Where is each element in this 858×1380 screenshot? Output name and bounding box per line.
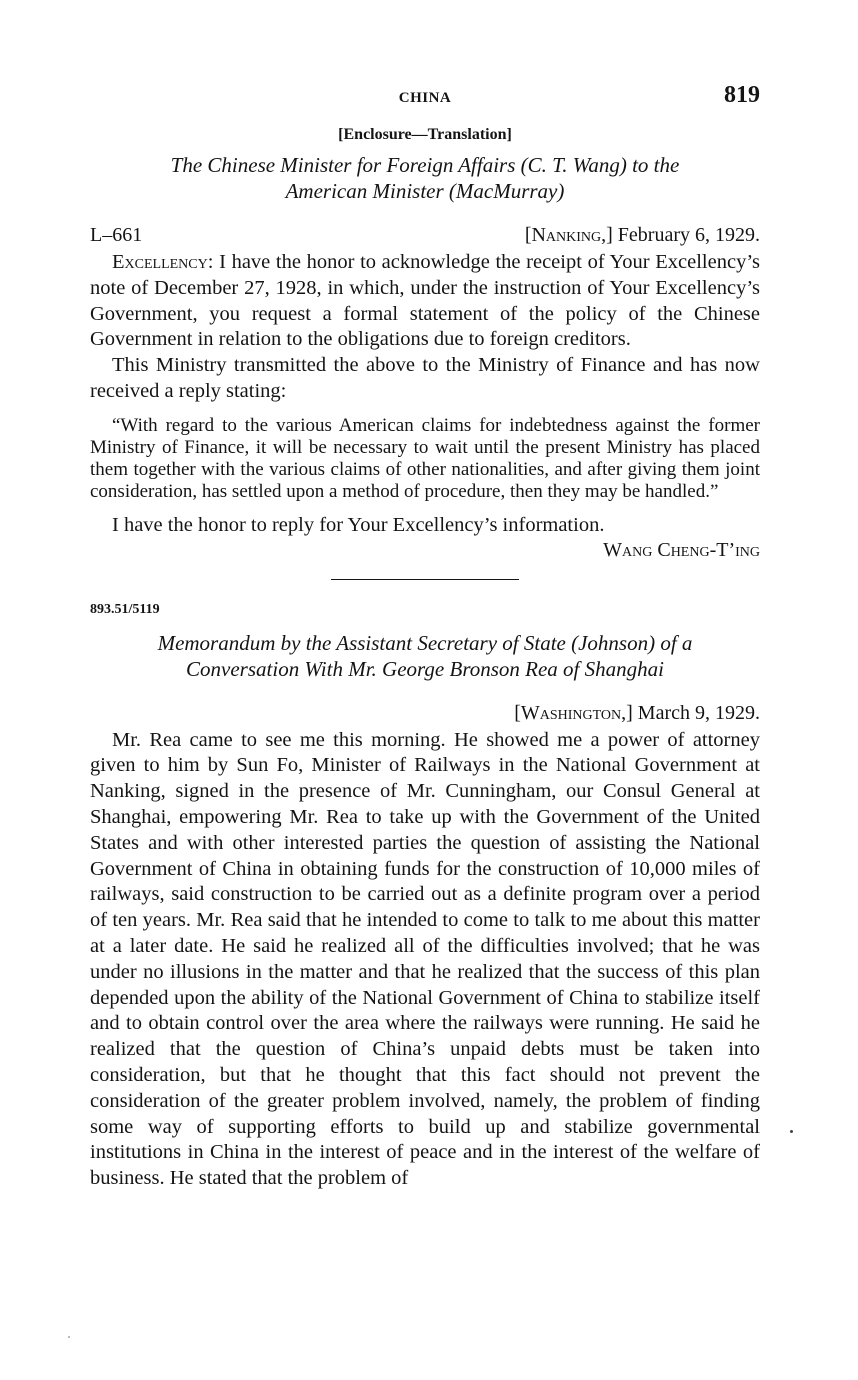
signature: Wang Cheng-T’ing <box>603 538 760 561</box>
enclosure-paragraph-1 <box>90 250 760 353</box>
memorandum-place: [Washington,] <box>514 701 633 724</box>
enclosure-date: February 6, 1929. <box>617 224 760 246</box>
enclosure-paragraph-3: I have the honor to reply for Your Excellency’s information. <box>112 513 605 536</box>
running-header <box>90 82 760 116</box>
file-number: 893.51/5119 <box>90 601 160 617</box>
margin-dot <box>790 1130 793 1133</box>
enclosure-title-line-1: The Chinese Minister for Foreign Affairs (C. T. Wang) to the <box>170 153 680 177</box>
ref-number: L–661 <box>90 224 143 246</box>
page-number: 819 <box>724 82 760 108</box>
document-page <box>90 82 760 1192</box>
memorandum-date: March 9, 1929. <box>637 701 760 724</box>
enclosure-place: [Nanking,] <box>524 224 613 246</box>
running-title: CHINA <box>398 90 452 106</box>
enclosure-title <box>90 152 760 204</box>
enclosure-paragraph-2: This Ministry transmitted the above to the Ministry of Finance and has now received a reply stating: <box>90 354 760 402</box>
enclosure-label: [Enclosure—Translation] <box>338 126 512 143</box>
memorandum-title <box>90 630 760 682</box>
enclosure-dateline <box>525 224 760 247</box>
enclosure-paragraph-1-text: I have the honor to acknowledge the receipt of Your Excellency’s note of December 27, 1928, in which, under the instruction of Your Excellency’s Government, you request a formal statement of the policy of the Chinese Government in relation to the obligations due to foreign creditors. <box>90 251 760 351</box>
enclosure-title-line-2: American Minister (MacMurray) <box>285 179 565 203</box>
enclosure-quote: “With regard to the various American claims for indebtedness against the former Ministry of Finance, it will be necessary to wait until the present Ministry has placed them together with the various claims of other nationalities, and after giving them joint consideration, has settled upon a method of procedure, then they may be handled.” <box>90 414 760 502</box>
memorandum-dateline <box>90 702 760 728</box>
memorandum-body: Mr. Rea came to see me this morning. He showed me a power of attorney given to him by Sun Fo, Minister of Railways in the National Government at Nanking, signed in the presence of Mr. Cunningham, our Consul General at Shanghai, empowering Mr. Rea to take up with the Government of the United States and with other interested parties the question of assisting the National Government of China in obtaining funds for the construction of 10,000 miles of railways, said construction to be carried out as a definite program over a period of ten years. Mr. Rea said that he intended to come to talk to me about this matter at a later date. He said he realized all of the difficulties involved; that he was under no illusions in the matter and that he realized that the success of this plan depended upon the ability of the National Government of China to stabilize itself and to obtain control over the area where the railways were running. He said he realized that the question of China’s unpaid debts must be taken into consideration, but that he thought that this fact should not prevent the consideration of the greater problem involved, namely, the problem of finding some way of supporting efforts to build up and stabilize governmental institutions in China in the interest of peace and in the interest of the welfare of business. He stated that the problem of <box>90 728 760 1190</box>
section-divider <box>331 579 519 580</box>
scan-speck <box>68 1336 70 1338</box>
memorandum-title-line-2: Conversation With Mr. George Bronson Rea of Shanghai <box>186 656 664 681</box>
enclosure-ref-line <box>90 224 760 250</box>
salutation: Excellency: <box>112 251 214 273</box>
memorandum-title-line-1: Memorandum by the Assistant Secretary of State (Johnson) of a <box>157 630 693 655</box>
